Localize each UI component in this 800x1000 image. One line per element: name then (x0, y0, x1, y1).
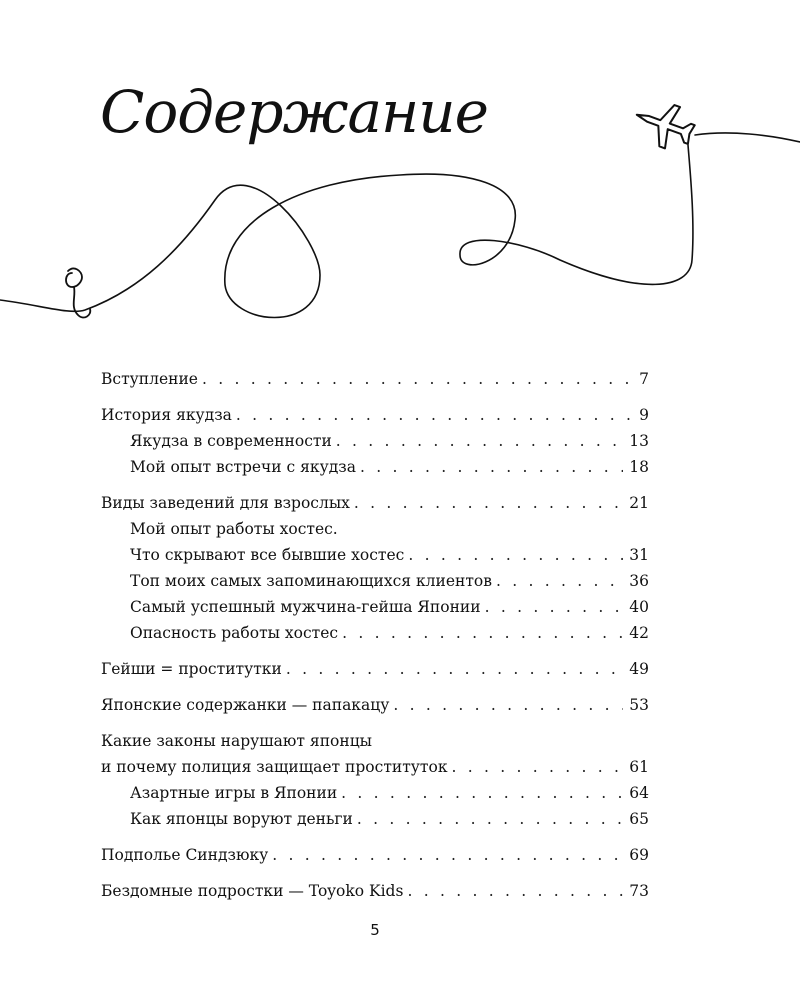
toc-entry[interactable] (101, 366, 649, 392)
toc-entry-title: Виды заведений для взрослых (101, 494, 350, 512)
toc-page-number: 13 (629, 432, 649, 450)
toc-page-number: 7 (639, 370, 649, 388)
flight-path-line (0, 145, 693, 318)
toc-page-number: 53 (629, 696, 649, 714)
toc-page-number: 73 (629, 882, 649, 900)
toc-entry-title: Японские содержанки — папакацу (101, 696, 390, 714)
toc-entry-title: Топ моих самых запоминающихся клиентов (130, 572, 492, 590)
toc-page-number: 61 (629, 758, 649, 776)
toc-page-number: 65 (629, 810, 649, 828)
dot-leader (236, 402, 633, 428)
dot-leader (393, 692, 623, 718)
toc-page-number: 9 (639, 406, 649, 424)
dot-leader (496, 568, 623, 594)
toc-page-number: 42 (629, 624, 649, 642)
dot-leader (341, 780, 623, 806)
dot-leader (354, 490, 623, 516)
toc-subentry[interactable] (101, 620, 649, 646)
toc-page-number: 49 (629, 660, 649, 678)
toc-page-number: 36 (629, 572, 649, 590)
toc-entry-title: Якудза в современности (130, 432, 332, 450)
dot-leader (202, 366, 633, 392)
section-gap (101, 718, 649, 728)
toc-entry-title: Опасность работы хостес (130, 624, 339, 642)
toc-page-number: 18 (629, 458, 649, 476)
toc-subentry[interactable] (101, 594, 649, 620)
dot-leader (408, 542, 623, 568)
toc-entry-title: История якудза (101, 406, 232, 424)
toc-entry-title-line: Мой опыт работы хостес. (130, 520, 338, 538)
section-gap (101, 392, 649, 402)
toc-entry-title: Подполье Синдзюку (101, 846, 269, 864)
toc-subentry[interactable] (101, 428, 649, 454)
toc-entry-title: Гейши = проститутки (101, 660, 282, 678)
toc-entry-title: Бездомные подростки — Toyoko Kids (101, 882, 404, 900)
toc-entry[interactable] (101, 656, 649, 682)
dot-leader (336, 428, 623, 454)
toc-entry[interactable] (101, 692, 649, 718)
toc-entry-title: Мой опыт встречи с якудза (130, 458, 356, 476)
dot-leader (286, 656, 623, 682)
toc-entry[interactable] (101, 754, 649, 780)
toc-entry-title: Как японцы воруют деньги (130, 810, 353, 828)
section-gap (101, 682, 649, 692)
section-gap (101, 868, 649, 878)
toc-subentry[interactable] (101, 568, 649, 594)
toc-entry[interactable] (101, 490, 649, 516)
flight-path-tail (695, 133, 800, 142)
page-number: 5 (370, 921, 380, 939)
toc-entry[interactable] (101, 842, 649, 868)
toc-subentry[interactable] (101, 806, 649, 832)
toc-entry-title-line: Какие законы нарушают японцы (101, 732, 373, 750)
dot-leader (272, 842, 623, 868)
toc-page-number: 64 (629, 784, 649, 802)
dot-leader (360, 454, 623, 480)
toc-entry-title: Азартные игры в Японии (130, 784, 338, 802)
dot-leader (407, 878, 623, 904)
toc-page-number: 40 (629, 598, 649, 616)
toc-page-number: 21 (629, 494, 649, 512)
dot-leader (452, 754, 624, 780)
flight-path-decoration (0, 90, 800, 350)
toc-entry-title: Вступление (101, 370, 198, 388)
dot-leader (342, 620, 623, 646)
section-gap (101, 480, 649, 490)
dot-leader (485, 594, 624, 620)
page-title: Содержание (100, 78, 488, 146)
table-of-contents (101, 366, 649, 904)
toc-entry[interactable] (101, 878, 649, 904)
toc-entry[interactable] (101, 402, 649, 428)
section-gap (101, 646, 649, 656)
toc-page-number: 31 (629, 546, 649, 564)
toc-page-number: 69 (629, 846, 649, 864)
toc-subentry[interactable] (101, 454, 649, 480)
dot-leader (357, 806, 623, 832)
toc-entry-title: Самый успешный мужчина-гейша Японии (130, 598, 481, 616)
toc-entry-title: Что скрывают все бывшие хостес (130, 546, 405, 564)
toc-subentry[interactable] (101, 542, 649, 568)
toc-subentry[interactable] (101, 780, 649, 806)
section-gap (101, 832, 649, 842)
toc-entry-title: и почему полиция защищает проституток (101, 758, 448, 776)
